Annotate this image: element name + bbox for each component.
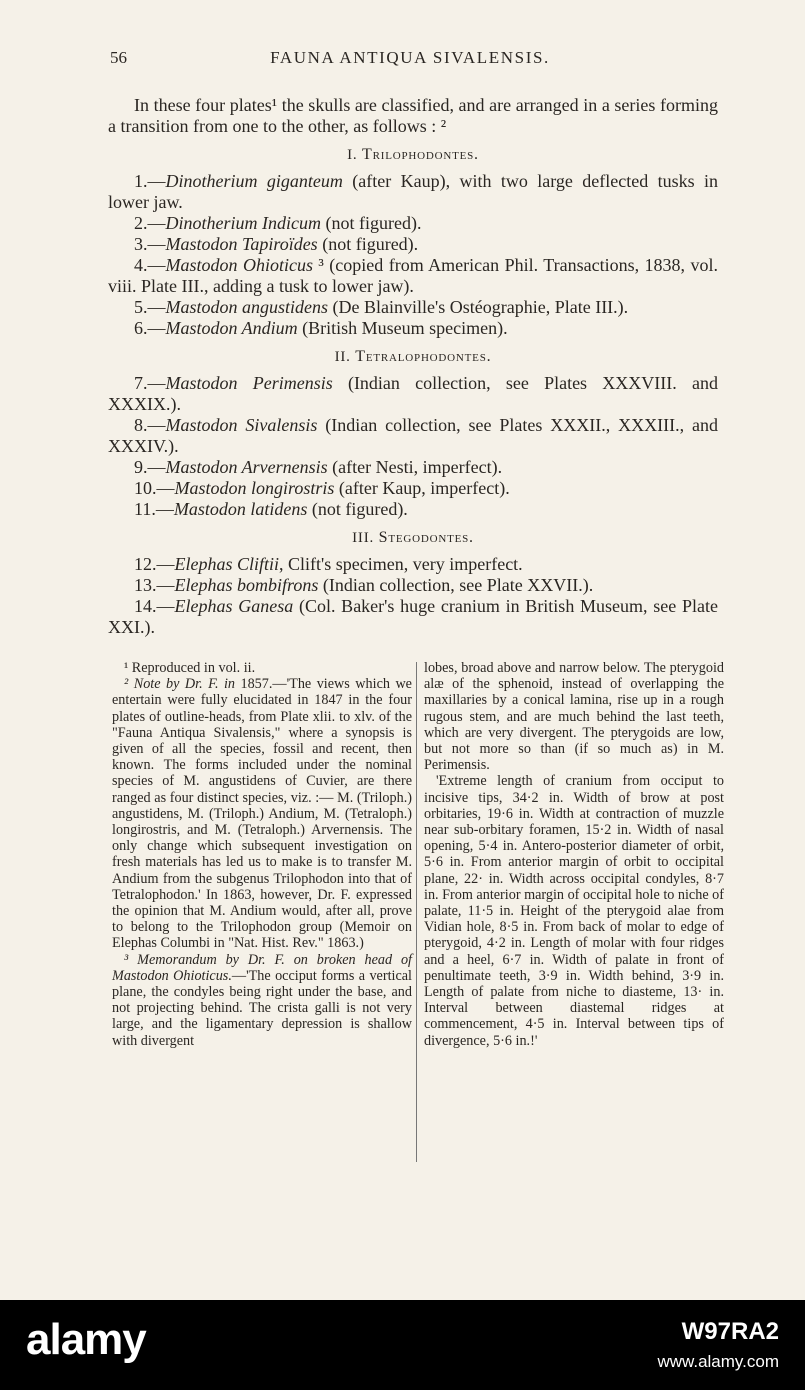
footnote-1: ¹ Reproduced in vol. ii. <box>124 660 256 676</box>
footnotes-right-column <box>424 660 724 1049</box>
section-title: Stegodontes. <box>378 529 474 546</box>
watermark-image-id: W97RA2 <box>681 1318 779 1345</box>
species-entry <box>108 171 718 213</box>
entry-note: (not figured). <box>317 234 419 254</box>
entry-note: (not figured). <box>307 499 408 519</box>
footnote-2 <box>112 676 412 951</box>
species-entry <box>108 373 718 415</box>
species-entry <box>108 457 718 478</box>
species-name: Elephas bombifrons <box>174 575 319 595</box>
entry-note: (Col. Baker's huge cranium in British Museum, see Plate XXI.). <box>108 596 718 637</box>
species-name: Mastodon longirostris <box>174 478 335 498</box>
species-entry <box>108 499 718 520</box>
section-numeral: II. <box>334 349 351 365</box>
species-name: Mastodon Ohioticus <box>165 255 313 275</box>
entry-note: (Indian collection, see Plates XXXVIII. and XXXIX.). <box>108 373 718 414</box>
species-entry <box>108 255 718 297</box>
species-name: Dinotherium Indicum <box>165 213 321 233</box>
species-entry <box>108 297 718 318</box>
footnote-2-text: 1857.—'The views which we entertain were fully elucidated in 1847 in the four plates of outline-heads, from Plate xlii. to xlv. of the "Fauna Antiqua Sivalensis," where a synopsis is given of all the species, fossil and recent, then known. The forms included under the nominal species of M. angustidens of Cuvier, are there ranged as four distinct species, viz. :— M. (Triloph.) angustidens, M. (Triloph.) Andium, M. (Tetraloph.) longirostris, and M. (Tetraloph.) Arvernensis. The only change which subsequent investigation on fresh materials has led us to make is to transfer M. Andium from the subgenus Trilophodon into that of Tetralophodon.' In 1863, however, Dr. F. expressed the opinion that M. Andium would, after all, prove to belong to the Trilophodon group (Memoir on Elephas Columbi in "Nat. Hist. Rev." 1863.) <box>112 676 412 952</box>
entry-number: 11.— <box>134 499 174 519</box>
species-name: Mastodon latidens <box>173 499 308 519</box>
entry-note: (not figured). <box>320 213 422 233</box>
species-entry <box>108 213 718 234</box>
classification-list <box>108 146 718 638</box>
section-heading <box>108 348 718 366</box>
species-name: Mastodon Perimensis <box>165 373 333 393</box>
entry-note: (Indian collection, see Plate XXVII.). <box>318 575 594 595</box>
section-numeral: III. <box>352 530 375 546</box>
entry-number: 13.— <box>134 575 175 595</box>
section-title: Trilophodontes. <box>362 146 479 163</box>
species-entry <box>108 415 718 457</box>
species-entry <box>108 554 718 575</box>
entry-number: 5.— <box>134 297 166 317</box>
footnote-3-lead: ³ Memorandum by Dr. F. on broken head of Mastodon Ohioticus. <box>112 951 412 984</box>
species-entry <box>108 478 718 499</box>
species-name: Mastodon Arvernensis <box>165 457 328 477</box>
species-name: Mastodon Sivalensis <box>165 415 318 435</box>
watermark-logo: alamy <box>26 1315 146 1364</box>
entry-number: 2.— <box>134 213 166 233</box>
species-name: Mastodon angustidens <box>165 297 329 317</box>
footnote-3-measurements: 'Extreme length of cranium from occiput to incisive tips, 34·2 in. Width of brow at post orbitaries, 19·6 in. Width at contraction of muzzle near sub-orbitary foramen, 15·2 in. Width of nasal opening, 5·4 in. Antero-posterior diameter of orbit, 5·6 in. From anterior margin of orbit to occipital plane, 22· in. Width across occipital condyles, 8·7 in. From anterior margin of occipital hole to niche of palate, 11·5 in. Height of the pterygoid alae from Vidian hole, 8·5 in. From back of molar to edge of pterygoid, 4·2 in. Length of molar with four ridges and a heel, 6·7 in. Width of palate in front of penultimate teeth, 3·9 in. Width behind, 3·9 in. Length of palate from niche to diasteme, 13· in. Interval between diastemal ridges at commencement, 4·5 in. Interval between tips of divergence, 5·6 in.!' <box>424 773 724 1049</box>
entry-note: (British Museum specimen). <box>297 318 508 338</box>
entry-note: ³ (copied from American Phil. Transactions, 1838, vol. viii. Plate III., adding a tusk to lower jaw). <box>108 255 719 296</box>
entry-number: 6.— <box>134 318 166 338</box>
footnote-3-continued: lobes, broad above and narrow below. The pterygoid alæ of the sphenoid, instead of overlapping the maxillaries by a conical lamina, rise up in a rough rugous stem, and are much behind the last teeth, which are very divergent. The pterygoids are low, but not more so than (if so much as) in M. Perimensis. <box>424 660 724 774</box>
species-entry <box>108 596 718 638</box>
section-title: Tetralophodontes. <box>355 348 492 365</box>
entry-number: 10.— <box>134 478 175 498</box>
main-text <box>108 95 718 638</box>
entry-number: 14.— <box>134 596 175 616</box>
footnote-2-lead: ² Note by Dr. F. in <box>124 676 236 693</box>
watermark-url: www.alamy.com <box>657 1352 779 1371</box>
section-numeral: I. <box>347 147 358 163</box>
running-title: FAUNA ANTIQUA SIVALENSIS. <box>270 48 550 67</box>
section-heading <box>108 529 718 547</box>
entry-number: 1.— <box>134 171 166 191</box>
footnote-3 <box>112 952 412 1049</box>
page-number: 56 <box>110 48 127 67</box>
entry-note: (De Blainville's Ostéographie, Plate III.). <box>328 297 629 317</box>
species-name: Elephas Ganesa <box>174 596 294 616</box>
entry-number: 12.— <box>134 554 175 574</box>
species-entry <box>108 575 718 596</box>
species-name: Dinotherium giganteum <box>165 171 343 191</box>
entry-note: (after Nesti, imperfect). <box>327 457 503 477</box>
column-divider <box>416 662 417 1162</box>
entry-number: 3.— <box>134 234 166 254</box>
species-name: Mastodon Andium <box>165 318 298 338</box>
footnote-3-text: —'The occiput forms a vertical plane, the condyles being right under the base, and not projecting behind. The crista galli is not very large, and the ligamentary depression is shallow with divergent <box>112 967 412 1049</box>
footnotes-left-column <box>112 660 412 1049</box>
entry-number: 4.— <box>134 255 166 275</box>
entry-number: 9.— <box>134 457 166 477</box>
entry-number: 7.— <box>134 373 166 393</box>
entry-note: (after Kaup, imperfect). <box>334 478 510 498</box>
species-name: Mastodon Tapiroïdes <box>165 234 318 254</box>
section-heading <box>108 146 718 164</box>
intro-paragraph: In these four plates¹ the skulls are classified, and are arranged in a series forming a transition from one to the other, as follows : ² <box>108 95 718 136</box>
entry-number: 8.— <box>134 415 166 435</box>
species-entry <box>108 318 718 339</box>
entry-note: (Indian collection, see Plates XXXII., XXXIII., and XXXIV.). <box>108 415 718 456</box>
entry-note: , Clift's specimen, very imperfect. <box>279 554 523 574</box>
page-header <box>110 48 710 72</box>
entry-note: (after Kaup), with two large deflected tusks in lower jaw. <box>108 171 718 212</box>
species-name: Elephas Cliftii <box>174 554 280 574</box>
species-entry <box>108 234 718 255</box>
